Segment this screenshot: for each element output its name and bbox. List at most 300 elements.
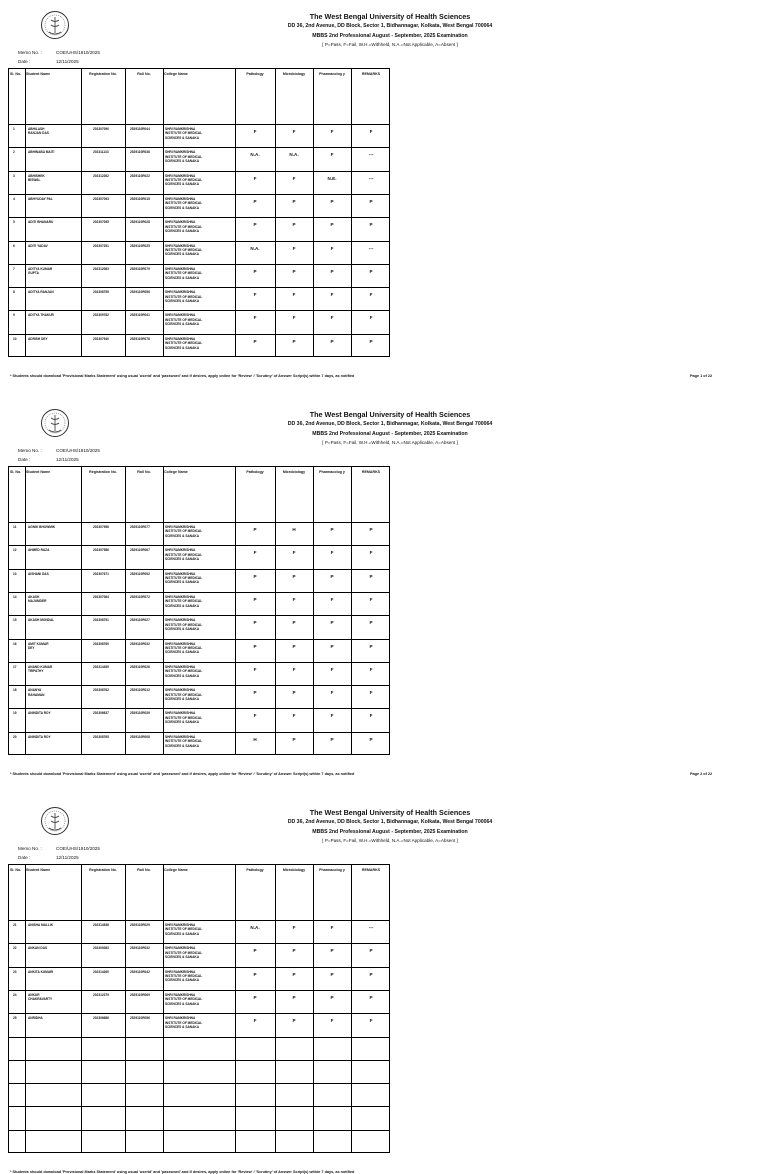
student-name: [28, 525, 80, 529]
student-name-line: ADITYA THAKUR: [28, 313, 54, 318]
college-name-line: SCIENCES & SANAKA: [165, 322, 200, 327]
student-name-line: ABHISHEK: [28, 173, 45, 178]
pharmacology-result: F: [330, 713, 334, 719]
date-label: Date :: [18, 855, 31, 860]
college-name: [165, 711, 235, 724]
college-name: [165, 946, 235, 959]
roll-number: 2529110R029: [130, 923, 150, 927]
exam-title: MBBS 2nd Professional August - September, 2025 Examination: [312, 33, 468, 39]
pharmacology-result: F: [330, 666, 334, 672]
university-seal-icon: [40, 10, 70, 40]
roll-number: 2529110R032: [130, 641, 150, 646]
registration-number: 202307093: [93, 196, 109, 201]
student-name: [28, 1016, 80, 1020]
remarks: F: [369, 1018, 373, 1024]
column-header-pharm: Pharmacolog y: [319, 868, 345, 872]
college-name-line: SHRI RAMKRISHNA: [165, 711, 196, 716]
row-divider: [9, 1037, 389, 1038]
microbiology-result: F: [292, 666, 296, 672]
college-name-line: SCIENCES & SANAKA: [165, 557, 200, 562]
college-name: [165, 572, 235, 585]
pharmacology-result: F: [330, 550, 334, 556]
row-divider: [9, 732, 389, 733]
college-name-line: SHRI RAMKRISHNA: [165, 150, 196, 155]
row-divider: [9, 662, 389, 663]
column-header-sl: Sl. No.: [10, 868, 22, 872]
college-name-line: SHRI RAMKRISHNA: [165, 220, 196, 225]
registration-number: 202308751: [93, 618, 109, 623]
column-header-sl: Sl. No.: [10, 72, 22, 76]
college-name-line: SHRI RAMKRISHNA: [165, 196, 196, 201]
roll-number: 2529110R008: [130, 734, 150, 739]
pharmacology-result: P: [330, 198, 334, 204]
memo-line: [18, 50, 100, 55]
row-divider: [9, 685, 389, 686]
column-header-pharm: Pharmacolog y: [319, 72, 345, 76]
column-header-roll: Roll No.: [137, 868, 151, 872]
college-name-line: SHRI RAMKRISHNA: [165, 734, 196, 739]
student-name-line: CHAKRAVARTY: [28, 997, 53, 1002]
remarks: P: [369, 527, 373, 532]
college-name-line: SCIENCES & SANAKA: [165, 627, 200, 631]
student-name-line: GUPTA: [28, 271, 39, 276]
row-divider: [9, 1130, 389, 1131]
column-divider: [351, 865, 352, 1152]
college-name-line: SCIENCES & SANAKA: [165, 955, 200, 960]
student-name: [28, 970, 80, 974]
row-divider: [9, 194, 389, 195]
college-name-line: SCIENCES & SANAKA: [165, 931, 200, 936]
column-divider: [25, 865, 26, 1152]
column-header-rem: REMARKS: [361, 868, 381, 872]
microbiology-result: P: [292, 736, 296, 742]
footnote: * Students should download 'Provisional Marks Statement' using usual 'userid' and 'password' and if desires, apply online for 'Review' / 'Scrutiny' of Answer Script(s) within 7 days, as notified: [10, 772, 355, 776]
column-header-path: Pathology: [246, 72, 264, 76]
pathology-result: P: [253, 643, 257, 649]
date-value: 12/11/2025: [56, 855, 79, 860]
registration-number: 202307671: [93, 571, 109, 576]
pharmacology-result: F: [330, 315, 334, 321]
row-divider: [9, 943, 389, 944]
microbiology-result: P: [292, 573, 296, 579]
serial-number: 14: [13, 594, 17, 599]
serial-number: 17: [13, 664, 17, 669]
remarks: F: [369, 292, 373, 298]
column-header-rem: REMARKS: [361, 470, 381, 474]
roll-number: 2529110R025: [130, 243, 150, 248]
serial-number: 5: [13, 220, 15, 225]
pathology-result: P: [253, 268, 257, 274]
column-header-rem: REMARKS: [361, 72, 381, 76]
column-header-college: College Name: [164, 868, 188, 872]
university-name: The West Bengal University of Health Sciences: [309, 808, 471, 817]
microbiology-result: P: [292, 222, 296, 228]
college-name-line: INSTITUTE OF MEDICAL: [165, 692, 203, 697]
college-name: [165, 548, 235, 561]
roll-number: 2529110R072: [130, 594, 150, 599]
registration-number: 202307940: [93, 336, 109, 341]
college-name-line: SHRI RAMKRISHNA: [165, 688, 196, 693]
student-name-line: AHMED RAZA: [28, 548, 50, 553]
college-name-line: INSTITUTE OF MEDICAL: [165, 271, 203, 276]
pharmacology-result: F: [330, 925, 334, 930]
college-name-line: INSTITUTE OF MEDICAL: [165, 669, 203, 674]
student-name-line: ANKUR: [28, 992, 40, 997]
column-header-pharm: Pharmacolog y: [319, 470, 345, 474]
student-name-line: MAJUMDER: [28, 599, 47, 604]
footnote: * Students should download 'Provisional Marks Statement' using usual 'userid' and 'password' and if desires, apply online for 'Review' / 'Scrutiny' of Answer Script(s) within 7 days, as notified: [10, 374, 355, 378]
pathology-result: N.A.: [250, 245, 260, 251]
column-divider: [351, 69, 352, 356]
college-name-line: SCIENCES & SANAKA: [165, 696, 200, 701]
pharmacology-result: P: [330, 971, 334, 977]
pathology-result: H: [253, 736, 257, 742]
date-line: [18, 59, 79, 64]
roll-number: 2529110R026: [130, 664, 150, 669]
roll-number: 2529110R015: [130, 196, 150, 201]
registration-number: 202308760: [93, 641, 109, 646]
column-header-name: Student Name: [26, 470, 51, 474]
row-divider: [9, 241, 389, 242]
pathology-result: F: [253, 129, 257, 134]
roll-number: 2529110R044: [130, 127, 150, 131]
registration-number: 202307251: [93, 243, 109, 248]
college-name-line: SHRI RAMKRISHNA: [165, 969, 196, 974]
student-name-line: ANKITA KUMARI: [28, 969, 54, 974]
serial-number: 4: [13, 196, 15, 201]
roll-number: 2529110R042: [130, 969, 150, 974]
date-label: Date :: [18, 457, 31, 462]
row-divider: [9, 1060, 389, 1061]
microbiology-result: P: [292, 948, 296, 954]
serial-number: 13: [13, 571, 17, 576]
student-name: [28, 993, 80, 1002]
row-divider: [9, 147, 389, 148]
pharmacology-result: P: [330, 948, 334, 954]
row-divider: [9, 124, 389, 125]
student-name: [28, 313, 80, 317]
remarks: F: [369, 666, 373, 672]
college-name: [165, 197, 235, 210]
student-name: [28, 946, 80, 950]
registration-number: 202308755: [93, 290, 109, 295]
college-name-line: SHRI RAMKRISHNA: [165, 618, 196, 623]
college-name-line: INSTITUTE OF MEDICAL: [165, 599, 203, 604]
memo-number: COE/UHS/1910/2025: [56, 846, 100, 851]
pathology-result: N.A.: [250, 925, 260, 930]
registration-number: 202312379: [93, 992, 109, 997]
pathology-result: P: [253, 198, 257, 204]
college-name-line: SCIENCES & SANAKA: [165, 298, 200, 303]
column-header-micro: Microbiology: [282, 868, 306, 872]
remarks: F: [369, 129, 373, 134]
serial-number: 23: [13, 969, 17, 974]
student-name-line: ANINDITA ROY: [28, 711, 51, 716]
pharmacology-result: F: [330, 152, 334, 158]
result-page: [0, 796, 768, 1174]
roll-number: 2529110R027: [130, 618, 150, 623]
results-table: [8, 864, 390, 1153]
college-name-line: SCIENCES & SANAKA: [165, 229, 200, 233]
remarks: F: [369, 713, 373, 719]
roll-number: 2529110R092: [130, 571, 150, 576]
college-name-line: SHRI RAMKRISHNA: [165, 127, 196, 131]
student-name-line: AMIT KUMAR: [28, 641, 49, 646]
microbiology-result: F: [292, 175, 296, 181]
roll-number: 2529110R056: [130, 1016, 150, 1021]
student-name-line: ADRISH DEY: [28, 336, 48, 341]
remarks: P: [369, 198, 373, 204]
college-name-line: SCIENCES & SANAKA: [165, 978, 200, 983]
college-name: [165, 735, 235, 748]
footnote: * Students should download 'Provisional Marks Statement' using usual 'userid' and 'password' and if desires, apply online for 'Review' / 'Scrutiny' of Answer Script(s) within 7 days, as notified: [10, 1170, 355, 1174]
row-divider: [9, 334, 389, 335]
pathology-result: P: [253, 971, 257, 977]
result-legend: [ P=Pass, F=Fail, W.H.=Withheld, N.A.=Not Applicable, A=Absent ]: [322, 42, 458, 47]
college-name-line: INSTITUTE OF MEDICAL: [165, 294, 203, 299]
college-name-line: INSTITUTE OF MEDICAL: [165, 645, 203, 650]
college-name-line: INSTITUTE OF MEDICAL: [165, 201, 203, 206]
university-name: The West Bengal University of Health Sciences: [309, 12, 471, 21]
roll-number: 2529110R028: [130, 220, 150, 225]
pharmacology-result: F: [330, 245, 334, 251]
pharmacology-result: P: [330, 527, 334, 532]
student-name-line: ANINDITA ROY: [28, 734, 51, 739]
row-divider: [9, 967, 389, 968]
college-name-line: SHRI RAMKRISHNA: [165, 571, 196, 576]
microbiology-result: F: [292, 245, 296, 251]
pathology-result: N.A.: [250, 152, 260, 158]
results-table: [8, 68, 390, 357]
page-number: Page 1 of 22: [690, 374, 713, 378]
column-divider: [235, 865, 236, 1152]
column-divider: [313, 865, 314, 1152]
roll-number: 2529110R032: [130, 946, 150, 951]
pathology-result: F: [253, 1018, 257, 1024]
student-name: [28, 595, 80, 604]
remarks: P: [369, 736, 373, 742]
college-name-line: INSTITUTE OF MEDICAL: [165, 178, 203, 182]
college-name-line: SCIENCES & SANAKA: [165, 205, 200, 210]
serial-number: 9: [13, 313, 15, 318]
pathology-result: P: [253, 994, 257, 1000]
microbiology-result: F: [292, 713, 296, 719]
date-value: 12/11/2025: [56, 59, 79, 64]
college-name-line: SHRI RAMKRISHNA: [165, 548, 196, 553]
student-name-line: AISHANI DAS: [28, 571, 49, 576]
registration-number: 202309283: [93, 946, 109, 951]
student-name: [28, 923, 80, 927]
student-name-line: ABHYUDAY PAL: [28, 196, 53, 201]
student-name-line: ADITYA RANJAN: [28, 290, 54, 295]
college-name-line: INSTITUTE OF MEDICAL: [165, 247, 203, 252]
student-name: [28, 711, 80, 715]
student-name: [28, 220, 80, 224]
student-name: [28, 127, 80, 136]
student-name: [28, 618, 80, 622]
college-name-line: SCIENCES & SANAKA: [165, 650, 200, 655]
serial-number: 11: [13, 525, 17, 529]
registration-number: 202314459: [93, 664, 109, 669]
college-name: [165, 525, 235, 538]
college-name-line: SCIENCES & SANAKA: [165, 345, 200, 350]
student-name-line: RANJAN DAS: [28, 131, 49, 136]
student-name: [28, 665, 80, 674]
college-name: [165, 642, 235, 655]
registration-number: 202307095: [93, 220, 109, 225]
exam-title: MBBS 2nd Professional August - September, 2025 Examination: [312, 431, 468, 437]
student-name-line: ADITI YADAV: [28, 243, 48, 248]
college-name-line: SHRI RAMKRISHNA: [165, 290, 196, 295]
remarks: F: [369, 315, 373, 321]
serial-number: 21: [13, 923, 17, 927]
student-name-line: AKASH: [28, 594, 40, 599]
row-divider: [9, 264, 389, 265]
microbiology-result: F: [292, 925, 296, 930]
remarks: P: [369, 948, 373, 954]
pharmacology-result: F: [330, 292, 334, 298]
memo-label: Memo No. :: [18, 448, 42, 453]
column-divider: [163, 865, 164, 1152]
microbiology-result: P: [292, 268, 296, 274]
pathology-result: F: [253, 292, 257, 298]
pathology-result: P: [253, 338, 257, 344]
row-divider: [9, 310, 389, 311]
student-name-line: RAHAMAN: [28, 692, 45, 697]
date-label: Date :: [18, 59, 31, 64]
college-name-line: INSTITUTE OF MEDICAL: [165, 950, 203, 955]
serial-number: 22: [13, 946, 17, 951]
roll-number: 2529110R022: [130, 173, 150, 178]
remarks: F: [369, 690, 373, 696]
college-name-line: SCIENCES & SANAKA: [165, 275, 200, 280]
column-divider: [81, 865, 82, 1152]
column-divider: [25, 69, 26, 356]
pathology-result: F: [253, 315, 257, 321]
roll-number: 2529110R069: [130, 992, 150, 997]
date-line: [18, 855, 79, 860]
pathology-result: P: [253, 527, 257, 532]
column-header-micro: Microbiology: [282, 72, 306, 76]
column-header-reg: Registration No.: [89, 72, 117, 76]
row-divider: [9, 708, 389, 709]
college-name-line: SHRI RAMKRISHNA: [165, 243, 196, 248]
college-name-line: SCIENCES & SANAKA: [165, 580, 200, 585]
row-divider: [9, 1013, 389, 1014]
registration-number: 202307986: [93, 548, 109, 553]
serial-number: 7: [13, 266, 15, 271]
student-name-line: TRIPATHY: [28, 669, 44, 674]
student-name: [28, 548, 80, 552]
serial-number: 12: [13, 548, 17, 553]
registration-number: 202312083: [93, 266, 109, 271]
microbiology-result: P: [292, 643, 296, 649]
college-name-line: SCIENCES & SANAKA: [165, 1001, 200, 1006]
pathology-result: F: [253, 666, 257, 672]
pharmacology-result: P: [330, 643, 334, 649]
remarks: P: [369, 643, 373, 649]
microbiology-result: P: [292, 620, 296, 626]
registration-number: 202306686: [93, 1016, 109, 1021]
pathology-result: P: [253, 573, 257, 579]
row-divider: [9, 1083, 389, 1084]
microbiology-result: F: [292, 550, 296, 556]
roll-number: 2529110R039: [130, 711, 150, 716]
serial-number: 20: [13, 734, 17, 739]
registration-number: 202307090: [93, 127, 109, 131]
pharmacology-result: N.E.: [327, 175, 337, 181]
registration-number: 202314260: [93, 969, 109, 974]
row-divider: [9, 522, 389, 523]
column-header-college: College Name: [164, 72, 188, 76]
college-name-line: SHRI RAMKRISHNA: [165, 664, 196, 669]
college-name-line: INSTITUTE OF MEDICAL: [165, 1020, 203, 1025]
result-page: [0, 0, 768, 398]
microbiology-result: F: [292, 596, 296, 602]
exam-title: MBBS 2nd Professional August - September, 2025 Examination: [312, 829, 468, 835]
column-divider: [235, 467, 236, 754]
column-divider: [81, 69, 82, 356]
pathology-result: F: [253, 175, 257, 181]
microbiology-result: P: [292, 198, 296, 204]
college-name-line: SCIENCES & SANAKA: [165, 159, 200, 164]
college-name: [165, 923, 235, 936]
college-name: [165, 595, 235, 608]
memo-line: [18, 846, 100, 851]
row-divider: [9, 287, 389, 288]
student-name: [28, 642, 80, 651]
college-name-line: INSTITUTE OF MEDICAL: [165, 739, 203, 744]
pathology-result: F: [253, 713, 257, 719]
college-name-line: SCIENCES & SANAKA: [165, 1025, 200, 1029]
serial-number: 3: [13, 173, 15, 178]
remarks: P: [369, 338, 373, 344]
college-name-line: SHRI RAMKRISHNA: [165, 1016, 196, 1021]
column-header-name: Student Name: [26, 868, 51, 872]
student-name-line: ANAND KUMAR: [28, 664, 53, 669]
microbiology-result: P: [292, 1018, 296, 1024]
college-name-line: SHRI RAMKRISHNA: [165, 266, 196, 271]
column-divider: [275, 865, 276, 1152]
college-name-line: INSTITUTE OF MEDICAL: [165, 317, 203, 322]
remarks: P: [369, 222, 373, 228]
remarks: ---: [368, 152, 374, 158]
column-header-reg: Registration No.: [89, 470, 117, 474]
remarks: ---: [368, 175, 374, 181]
registration-number: 202306637: [93, 711, 109, 716]
student-name-line: DEY: [28, 645, 35, 650]
memo-line: [18, 448, 100, 453]
serial-number: 16: [13, 641, 17, 646]
pharmacology-result: P: [330, 620, 334, 626]
roll-number: 2529110R012: [130, 688, 150, 693]
college-name: [165, 1016, 235, 1029]
college-name: [165, 174, 235, 187]
pharmacology-result: F: [330, 129, 334, 134]
student-name: [28, 150, 80, 154]
student-name-line: ADITI BHANARU: [28, 220, 54, 225]
column-header-roll: Roll No.: [137, 72, 151, 76]
registration-number: 202309782: [93, 313, 109, 318]
student-name-line: ANANYA: [28, 688, 42, 693]
college-name: [165, 665, 235, 678]
student-name-line: ANKAN DAS: [28, 946, 48, 951]
student-name-line: AGNIK BHOWMIK: [28, 525, 56, 529]
date-value: 12/11/2025: [56, 457, 79, 462]
memo-number: COE/UHS/1910/2025: [56, 50, 100, 55]
student-name: [28, 688, 80, 697]
college-name-line: SCIENCES & SANAKA: [165, 182, 200, 187]
